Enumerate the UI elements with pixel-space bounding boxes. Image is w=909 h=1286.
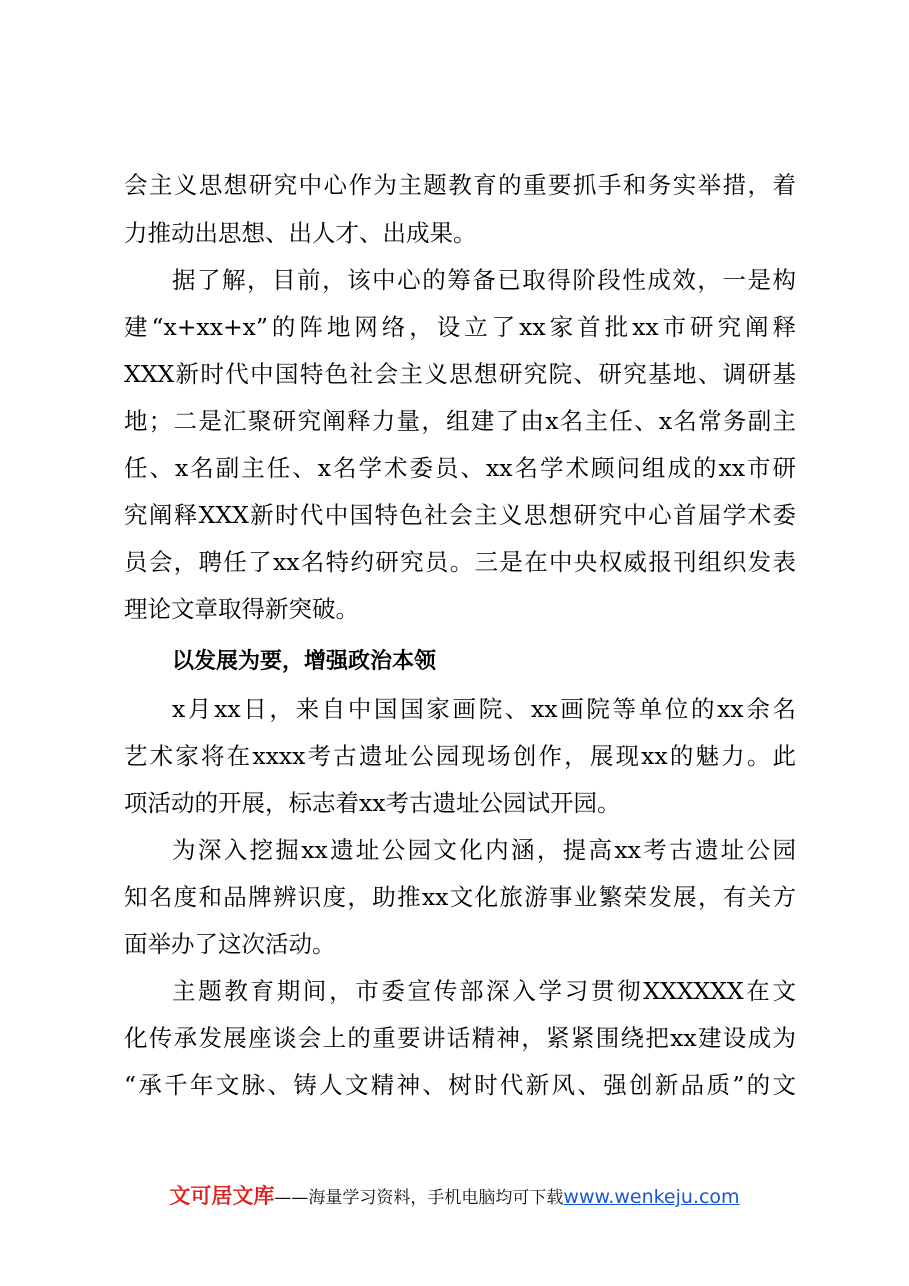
body-line: x月xx日，来自中国国家画院、xx画院等单位的xx余名 [172, 695, 796, 723]
body-line: 为深入挖掘xx遗址公园文化内涵，提高xx考古遗址公园 [172, 836, 796, 864]
footer-banner [0, 1180, 909, 1210]
footer-description: ——海量学习资料，手机电脑均可下载 [274, 1188, 564, 1208]
body-line: 主题教育期间，市委宣传部深入学习贯彻XXXXXX在文 [172, 977, 796, 1005]
body-line: 建“x+xx+x”的阵地网络，设立了xx家首批xx市研究阐释 [124, 313, 796, 341]
body-line: 员会，聘任了xx名特约研究员。三是在中央权威报刊组织发表 [124, 548, 796, 576]
body-line: 化传承发展座谈会上的重要讲话精神，紧紧围绕把xx建设成为 [124, 1024, 796, 1052]
body-line: 据了解，目前，该中心的筹备已取得阶段性成效，一是构 [172, 266, 796, 294]
body-line: 项活动的开展，标志着xx考古遗址公园试开园。 [124, 789, 621, 817]
body-line: XXX新时代中国特色社会主义思想研究院、研究基地、调研基 [124, 360, 796, 388]
body-line: 任、x名副主任、x名学术委员、xx名学术顾问组成的xx市研 [124, 454, 796, 482]
body-line: 力推动出思想、出人才、出成果。 [124, 219, 477, 247]
footer-website-link[interactable]: www.wenkeju.com [563, 1186, 740, 1208]
body-line: 地；二是汇聚研究阐释力量，组建了由x名主任、x名常务副主 [124, 407, 796, 435]
body-line: 理论文章取得新突破。 [124, 595, 359, 623]
body-line: 知名度和品牌辨识度，助推xx文化旅游事业繁荣发展，有关方 [124, 883, 796, 911]
body-line: 究阐释XXX新时代中国特色社会主义思想研究中心首届学术委 [124, 501, 796, 529]
footer-brand: 文可居文库 [169, 1184, 275, 1208]
body-line: 面举办了这次活动。 [124, 930, 336, 958]
body-line: 艺术家将在xxxx考古遗址公园现场创作，展现xx的魅力。此 [124, 742, 796, 770]
section-heading: 以发展为要，增强政治本领 [172, 649, 437, 674]
body-line: “承千年文脉、铸人文精神、树时代新风、强创新品质”的文 [124, 1071, 796, 1099]
body-line: 会主义思想研究中心作为主题教育的重要抓手和务实举措，着 [124, 171, 796, 199]
